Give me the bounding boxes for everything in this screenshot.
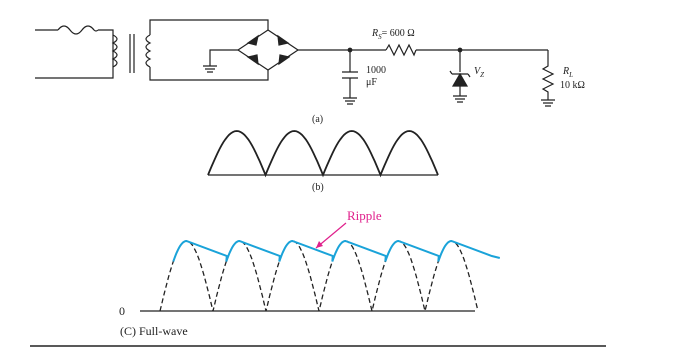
load-resistor-rl: [543, 50, 553, 100]
rectified-waveform: [208, 131, 438, 175]
ripple-waveform: [140, 223, 500, 311]
zero-label: 0: [119, 304, 125, 318]
rl-value-label: 10 kΩ: [560, 80, 585, 91]
caption-a: (a): [312, 114, 324, 125]
fuse-symbol: [58, 26, 98, 34]
bridge-ground-lead: [210, 50, 238, 66]
transformer-secondary: [146, 35, 150, 67]
caption-c: (C) Full-wave: [120, 324, 188, 338]
rl-label: $R_L$: [563, 66, 574, 79]
zener-regulator-circuit: [35, 20, 555, 106]
bridge-diode-2: [278, 36, 288, 45]
rs-label: $R_S= 600$ Ω: [372, 28, 415, 41]
caption-b: (b): [312, 182, 324, 193]
transformer-core: [130, 34, 134, 73]
ripple-curve: [173, 241, 500, 262]
waveform-b-curve: [208, 131, 438, 175]
ground-symbol-4: [541, 100, 555, 106]
ripple-arrowhead: [316, 241, 323, 248]
ground-symbol-3: [453, 96, 467, 102]
bridge-diode-1: [248, 36, 258, 45]
bridge-diode-4: [279, 55, 289, 64]
cap-value-label: 1000: [366, 65, 386, 76]
series-resistor-rs: [386, 45, 416, 55]
junction-dot-2: [458, 48, 462, 52]
vz-label: $V_Z$: [474, 66, 485, 79]
bridge-diode-3: [248, 55, 258, 64]
ground-symbol-2: [343, 98, 357, 104]
cap-unit-label: μF: [366, 77, 377, 88]
secondary-wiring: [150, 20, 268, 80]
junction-dot-1: [348, 48, 352, 52]
ground-symbol-1: [203, 66, 217, 72]
bridge-rectifier: [238, 30, 298, 70]
ac-source-wiring: [35, 30, 113, 78]
zener-diode-body: [453, 74, 467, 86]
ripple-label: Ripple: [347, 208, 382, 223]
filter-capacitor: [342, 50, 358, 98]
